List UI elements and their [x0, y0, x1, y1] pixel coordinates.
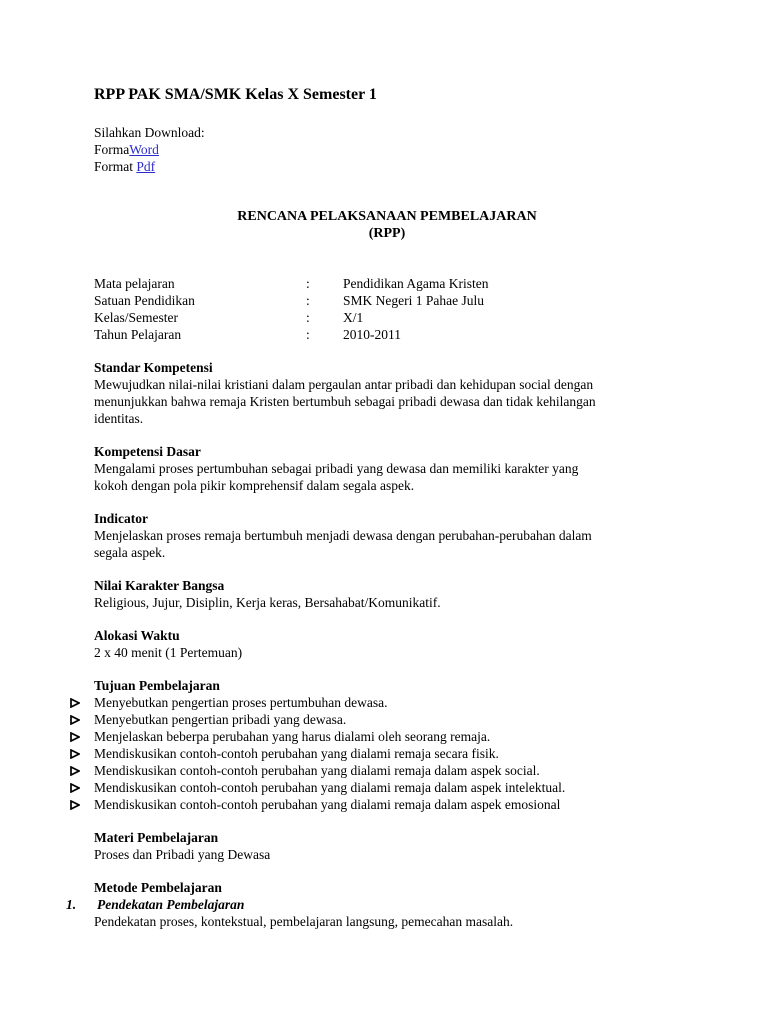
- arrowhead-right-icon: [70, 745, 94, 762]
- info-separator: :: [306, 310, 310, 325]
- section-text-line: Mewujudkan nilai-nilai kristiani dalam pergaulan antar pribadi dan kehidupan social dengan: [94, 377, 594, 392]
- section-heading: Alokasi Waktu: [94, 628, 180, 643]
- page-title: RPP PAK SMA/SMK Kelas X Semester 1: [94, 86, 377, 103]
- section-kompetensi-dasar: [94, 443, 680, 494]
- list-item-text: Mendiskusikan contoh-contoh perubahan yang dialami remaja dalam aspek intelektual.: [94, 780, 566, 795]
- numbered-list-item: [66, 896, 680, 913]
- section-text-line: Pendekatan proses, kontekstual, pembelajaran langsung, pemecahan masalah.: [94, 914, 514, 929]
- arrowhead-right-icon: [70, 762, 94, 779]
- word-link-prefix: Forma: [94, 142, 130, 157]
- list-item-text: Mendiskusikan contoh-contoh perubahan yang dialami remaja dalam aspek social.: [94, 763, 540, 778]
- section-heading: Metode Pembelajaran: [94, 880, 222, 895]
- info-separator: :: [306, 327, 310, 342]
- section-text-line: Menjelaskan proses remaja bertumbuh menjadi dewasa dengan perubahan-perubahan dalam: [94, 528, 592, 543]
- info-value: X/1: [343, 310, 364, 325]
- section-heading: Nilai Karakter Bangsa: [94, 578, 225, 593]
- info-value: 2010-2011: [343, 327, 401, 342]
- section-nilai-karakter: [94, 577, 680, 611]
- list-item-text: Menyebutkan pengertian proses pertumbuhan dewasa.: [94, 695, 388, 710]
- list-item-text: Mendiskusikan contoh-contoh perubahan yang dialami remaja dalam aspek emosional: [94, 797, 561, 812]
- list-item: [70, 728, 680, 745]
- section-heading: Kompetensi Dasar: [94, 444, 201, 459]
- section-text-line: Proses dan Pribadi yang Dewasa: [94, 847, 271, 862]
- download-label: Silahkan Download:: [94, 125, 205, 140]
- list-item-text: Menyebutkan pengertian pribadi yang dewasa.: [94, 712, 347, 727]
- download-block: [94, 124, 680, 175]
- info-label: Kelas/Semester: [94, 310, 178, 325]
- download-pdf-line: [94, 158, 680, 175]
- arrowhead-right-icon: [70, 728, 94, 745]
- list-item: [70, 745, 680, 762]
- arrowhead-right-icon: [70, 694, 94, 711]
- info-label: Mata pelajaran: [94, 276, 175, 291]
- section-alokasi-waktu: [94, 627, 680, 661]
- info-label: Tahun Pelajaran: [94, 327, 182, 342]
- section-heading: Tujuan Pembelajaran: [94, 678, 220, 693]
- section-text-line: segala aspek.: [94, 545, 166, 560]
- list-item-text: Menjelaskan beberpa perubahan yang harus dialami oleh seorang remaja.: [94, 729, 491, 744]
- list-item-title: Pendekatan Pembelajaran: [97, 897, 245, 912]
- info-label: Satuan Pendidikan: [94, 293, 195, 308]
- section-text-line: 2 x 40 menit (1 Pertemuan): [94, 645, 243, 660]
- word-download-link[interactable]: Word: [129, 142, 159, 157]
- section-standar-kompetensi: [94, 359, 680, 427]
- arrowhead-right-icon: [70, 711, 94, 728]
- list-item: [70, 762, 680, 779]
- section-materi-pembelajaran: [94, 829, 680, 863]
- pdf-link-prefix: Format: [94, 159, 137, 174]
- section-heading: Standar Kompetensi: [94, 360, 213, 375]
- section-tujuan-pembelajaran: [94, 677, 680, 813]
- list-item-number: 1.: [66, 897, 77, 912]
- pdf-download-link[interactable]: Pdf: [136, 159, 156, 174]
- section-metode-pembelajaran: [66, 879, 680, 930]
- section-text-line: kokoh dengan pola pikir komprehensif dalam segala aspek.: [94, 478, 415, 493]
- section-heading: Materi Pembelajaran: [94, 830, 219, 845]
- list-item: [70, 779, 680, 796]
- info-value: SMK Negeri 1 Pahae Julu: [343, 293, 484, 308]
- section-text-line: Mengalami proses pertumbuhan sebagai pribadi yang dewasa dan memiliki karakter yang: [94, 461, 579, 476]
- section-indicator: [94, 510, 680, 561]
- document-heading: [94, 208, 680, 242]
- arrowhead-right-icon: [70, 779, 94, 796]
- list-item-text: Mendiskusikan contoh-contoh perubahan yang dialami remaja secara fisik.: [94, 746, 499, 761]
- list-item: [70, 711, 680, 728]
- objectives-list: [94, 694, 680, 813]
- info-separator: :: [306, 276, 310, 291]
- section-heading: Indicator: [94, 511, 148, 526]
- lesson-info-table: [94, 275, 680, 343]
- info-separator: :: [306, 293, 310, 308]
- arrowhead-right-icon: [70, 796, 94, 813]
- section-text-line: menunjukkan bahwa remaja Kristen bertumbuh sebagai pribadi dewasa dan tidak kehilangan: [94, 394, 596, 409]
- list-item: [70, 796, 680, 813]
- list-item: [70, 694, 680, 711]
- section-text-line: identitas.: [94, 411, 144, 426]
- download-word-line: [94, 141, 680, 158]
- info-value: Pendidikan Agama Kristen: [343, 276, 489, 291]
- section-text-line: Religious, Jujur, Disiplin, Kerja keras, Bersahabat/Komunikatif.: [94, 595, 441, 610]
- document-heading-line2: (RPP): [368, 226, 406, 241]
- document-heading-line1: RENCANA PELAKSANAAN PEMBELAJARAN: [237, 209, 537, 224]
